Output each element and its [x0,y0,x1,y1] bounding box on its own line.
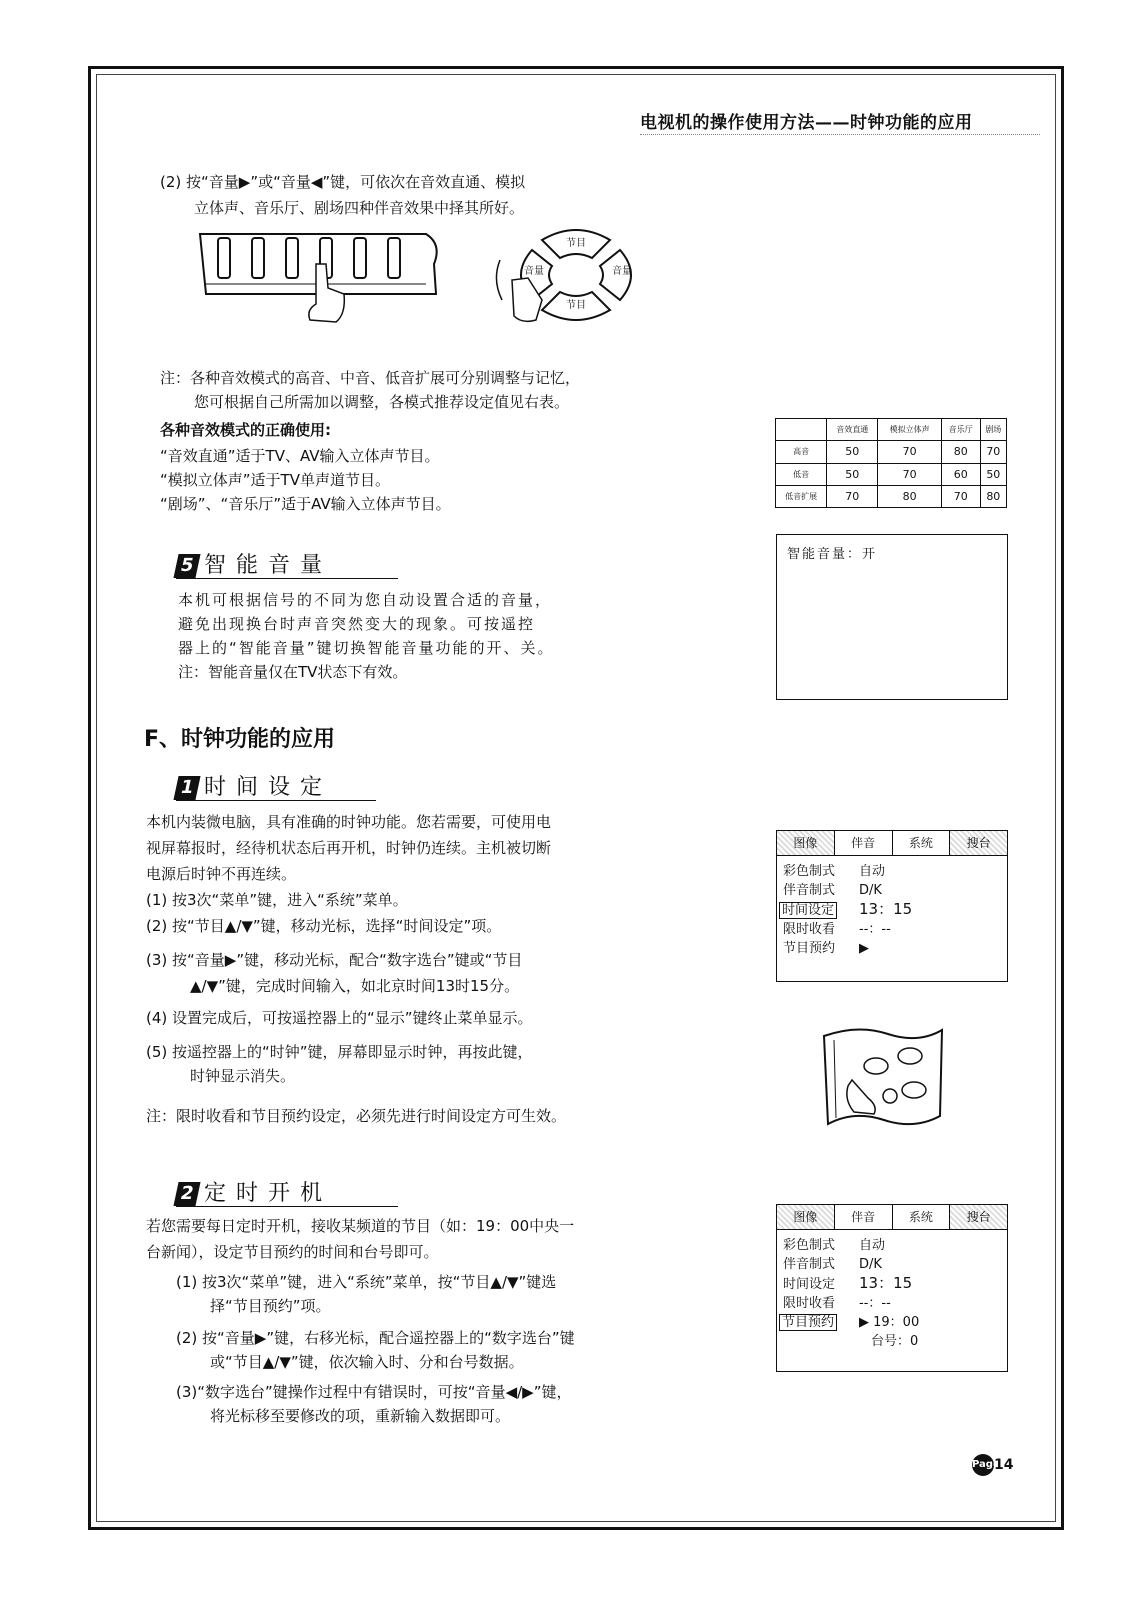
osd-text: 智能音量：开 [787,547,878,562]
dpad-up-label: 节目 [566,238,586,249]
page-number [972,1454,1013,1476]
time-step-3: (3) 按“音量▶”键，移动光标，配合“数字选台”键或“节目 [146,951,523,969]
menu-row [777,939,1007,958]
page-num-value: 14 [994,1457,1014,1473]
smart-volume-line-1: 本机可根据信号的不同为您自动设置合适的音量， [178,591,553,609]
time-step-3b: ▲/▼”键，完成时间输入，如北京时间13时15分。 [190,977,520,995]
time-note: 注：限时收看和节目预约设定，必须先进行时间设定方可生效。 [146,1107,567,1125]
table-cell: 模拟立体声 [878,419,942,441]
menu-value: 13：15 [859,1274,913,1292]
page-header: 电视机的操作使用方法——时钟功能的应用 [640,113,973,133]
table-cell: 音效直通 [827,419,878,441]
menu-key: 时间设定 [783,1277,836,1292]
menu-row [777,1274,1007,1294]
table-row [776,419,1007,441]
clock-section-title: F、时钟功能的应用 [144,727,336,752]
menu-row [777,1313,1007,1332]
menu-row [777,1294,1007,1313]
step2-line2: 立体声、音乐厅、剧场四种伴音效果中择其所好。 [194,199,525,217]
sound-note-line1: 注：各种音效模式的高音、中音、低音扩展可分别调整与记忆， [160,369,581,387]
table-cell: 音乐厅 [941,419,980,441]
table-cell [776,419,827,441]
dpad-right-label: 音量 [612,266,632,277]
timer-step-3b: 将光标移至要修改的项，重新输入数据即可。 [210,1407,511,1425]
menu-value: --：-- [859,922,891,937]
section-number: 1 [173,776,200,800]
time-step-5: (5) 按遥控器上的“时钟”键，屏幕即显示时钟，再按此键， [146,1043,533,1061]
dpad-left-label: 音量 [524,266,544,277]
tab-picture: 图像 [777,831,835,855]
section-number: 2 [173,1182,200,1206]
menu-value: D/K [859,883,882,898]
menu-row [777,881,1007,900]
section-title-text: 定时开机 [204,1181,333,1206]
eq-settings-table [775,418,1007,508]
page-label: Page [972,1454,994,1476]
time-intro-2: 视屏幕报时，经待机状态后再开机，时钟仍连续。主机被切断 [146,839,552,857]
table-cell: 高音 [776,441,827,463]
timer-intro-2: 台新闻），设定节目预约的时间和台号即可。 [146,1243,439,1261]
time-intro-3: 电源后时钟不再连续。 [146,865,297,883]
title-underline [176,1206,398,1207]
timer-step-2b: 或“节目▲/▼”键，依次输入时、分和台号数据。 [210,1353,524,1371]
section-title-text: 智能音量 [204,553,333,578]
menu-row [777,1255,1007,1274]
table-cell: 低音 [776,463,827,485]
timer-on-title [176,1176,332,1207]
tab-system: 系统 [893,1205,951,1229]
table-cell: 70 [980,441,1006,463]
menu-value: 自动 [859,1238,886,1253]
table-row [776,485,1007,507]
usage-line-2: “模拟立体声”适于TV单声道节目。 [160,471,390,489]
menu-value: ▶ [859,941,869,956]
time-step-1: (1) 按3次“菜单”键，进入“系统”菜单。 [146,891,408,909]
menu-key: 伴音制式 [783,1257,836,1272]
time-step-5b: 时钟显示消失。 [190,1067,296,1085]
menu-key: 彩色制式 [783,1238,836,1253]
system-menu-osd-1 [776,830,1008,982]
remote-hand-illustration [818,1020,948,1140]
menu-key-selected: 时间设定 [779,902,837,919]
menu-key: 节目预约 [783,941,836,956]
menu-key-selected: 节目预约 [779,1314,837,1331]
table-cell: 50 [980,463,1006,485]
table-row [776,441,1007,463]
menu-key: 彩色制式 [783,864,836,879]
menu-key: 限时收看 [783,1296,836,1311]
tab-search: 搜台 [950,1205,1007,1229]
menu-tabs [777,831,1007,856]
usage-line-1: “音效直通”适于TV、AV输入立体声节目。 [160,447,440,465]
table-cell: 80 [941,441,980,463]
table-cell: 70 [941,485,980,507]
table-cell: 80 [980,485,1006,507]
table-cell: 80 [878,485,942,507]
time-intro-1: 本机内装微电脑，具有准确的时钟功能。您若需要，可使用电 [146,813,552,831]
usage-title: 各种音效模式的正确使用: [160,421,331,439]
header-rule [640,134,1040,135]
title-underline [176,800,376,801]
time-setting-title [176,770,332,801]
smart-volume-line-3: 器上的“智能音量”键切换智能音量功能的开、关。 [178,639,555,657]
menu-row [777,1236,1007,1255]
timer-intro-1: 若您需要每日定时开机，接收某频道的节目（如：19：00中央一 [146,1217,575,1235]
tab-picture: 图像 [777,1205,835,1229]
smart-volume-title [176,548,332,579]
table-cell: 70 [878,441,942,463]
menu-value: ▶ 19：00 [859,1315,920,1330]
usage-line-3: “剧场”、“音乐厅”适于AV输入立体声节目。 [160,495,451,513]
table-row [776,463,1007,485]
step2-line1: (2) 按“音量▶”或“音量◀”键，可依次在音效直通、模拟 [160,173,526,191]
time-step-4: (4) 设置完成后，可按遥控器上的“显示”键终止菜单显示。 [146,1009,533,1027]
timer-step-3: (3)“数字选台”键操作过程中有错误时，可按“音量◀/▶”键， [176,1383,572,1401]
table-cell: 60 [941,463,980,485]
table-cell: 剧场 [980,419,1006,441]
table-cell: 50 [827,441,878,463]
table-cell: 70 [878,463,942,485]
timer-step-2: (2) 按“音量▶”键，右移光标，配合遥控器上的“数字选台”键 [176,1329,575,1347]
menu-tabs [777,1205,1007,1230]
menu-value: --：-- [859,1296,891,1311]
menu-channel-row: 台号：0 [871,1334,919,1349]
menu-key: 伴音制式 [783,883,836,898]
menu-value: 13：15 [859,900,913,918]
time-step-2: (2) 按“节目▲/▼”键，移动光标，选择“时间设定”项。 [146,917,502,935]
tab-search: 搜台 [950,831,1007,855]
smart-volume-note: 注：智能音量仅在TV状态下有效。 [178,663,408,681]
smart-volume-osd [776,534,1008,700]
menu-value: 自动 [859,864,886,879]
table-cell: 70 [827,485,878,507]
menu-key: 限时收看 [783,922,836,937]
menu-row [777,862,1007,881]
tab-sound: 伴音 [835,831,893,855]
timer-step-1: (1) 按3次“菜单”键，进入“系统”菜单，按“节目▲/▼”键选 [176,1273,557,1291]
title-underline [176,578,398,579]
dpad-down-label: 节目 [566,300,586,311]
front-panel-illustration [196,224,452,328]
tab-system: 系统 [893,831,951,855]
table-cell: 低音扩展 [776,485,827,507]
section-number: 5 [173,554,200,578]
menu-row [777,900,1007,920]
system-menu-osd-2 [776,1204,1008,1372]
table-cell: 50 [827,463,878,485]
smart-volume-line-2: 避免出现换台时声音突然变大的现象。可按遥控 [178,615,536,633]
timer-step-1b: 择“节目预约”项。 [210,1297,331,1315]
sound-note-line2: 您可根据自己所需加以调整，各模式推荐设定值见右表。 [194,393,570,411]
menu-value: D/K [859,1257,882,1272]
tab-sound: 伴音 [835,1205,893,1229]
section-title-text: 时间设定 [204,775,333,800]
menu-row [777,920,1007,939]
